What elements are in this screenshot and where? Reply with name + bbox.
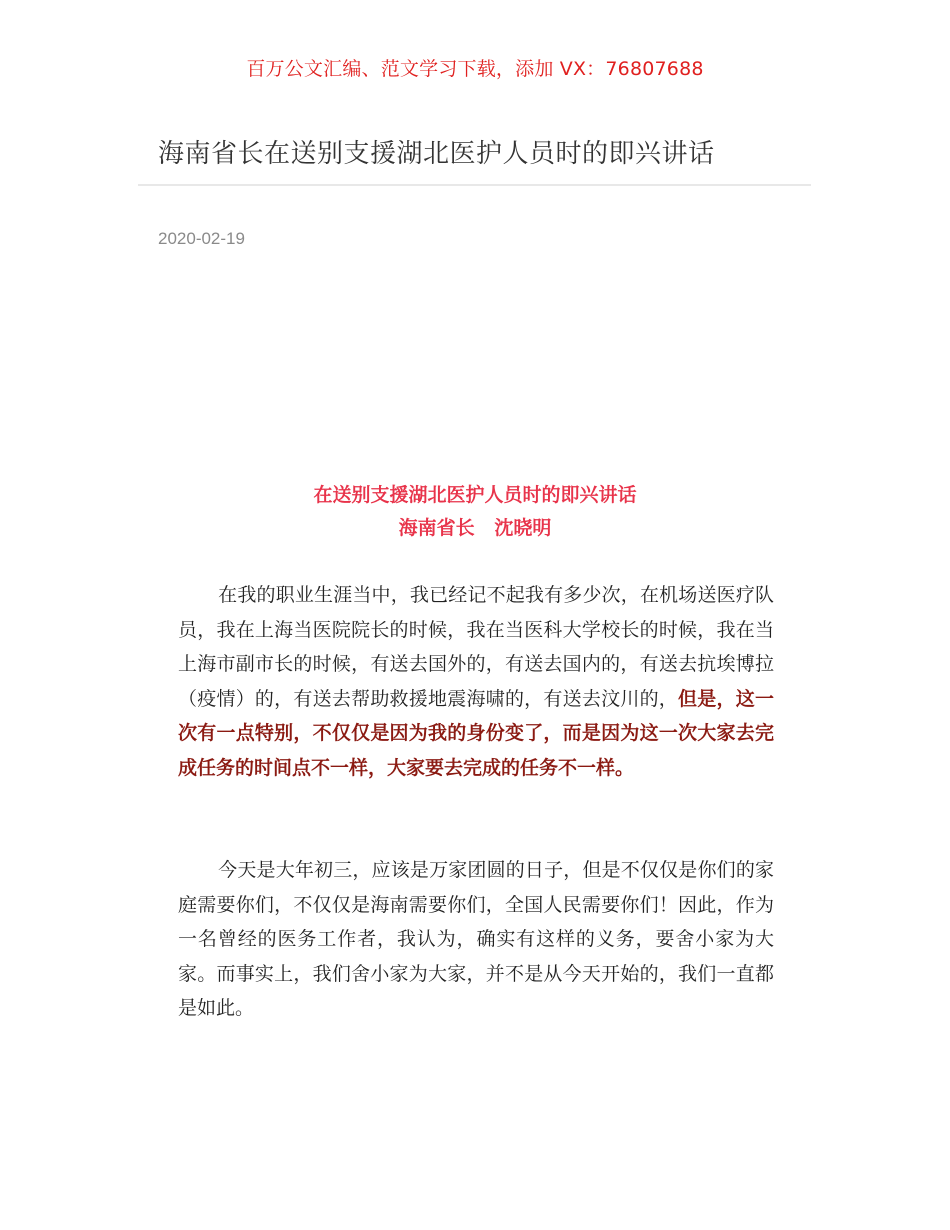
promo-banner: 百万公文汇编、范文学习下载，添加 VX：76807688 bbox=[246, 58, 704, 80]
speech-author: 海南省长 沈晓明 bbox=[398, 517, 552, 539]
paragraph-1-text: 在我的职业生涯当中，我已经记不起我有多少次，在机场送医疗队员，我在上海当医院院长的时候，我在当医科大学校长的时候，我在当上海市副市长的时候，有送去国外的，有送去国内的，有送去抗埃博拉（疫情）的，有送去帮助救援地震海啸的，有送去汶川的， bbox=[178, 584, 774, 710]
paragraph-1-emphasis: 但是，这一次有一点特别，不仅仅是因为我的身份变了，而是因为这一次大家去完成任务的时间点不一样，大家要去完成的任务不一样。 bbox=[178, 687, 774, 779]
article-title: 海南省长在送别支援湖北医护人员时的即兴讲话 bbox=[158, 139, 715, 169]
speech-heading: 在送别支援湖北医护人员时的即兴讲话 bbox=[313, 484, 637, 506]
paragraph-2-text: 今天是大年初三，应该是万家团圆的日子，但是不仅仅是你们的家庭需要你们，不仅仅是海南需要你们，全国人民需要你们！因此，作为一名曾经的医务工作者，我认为，确实有这样的义务，要舍小家为大家。而事实上，我们舍小家为大家，并不是从今天开始的，我们一直都是如此。 bbox=[178, 859, 774, 1019]
paragraph-2 bbox=[178, 853, 774, 1026]
paragraph-1 bbox=[178, 578, 774, 785]
title-divider bbox=[138, 184, 811, 186]
publish-date: 2020-02-19 bbox=[158, 229, 245, 248]
